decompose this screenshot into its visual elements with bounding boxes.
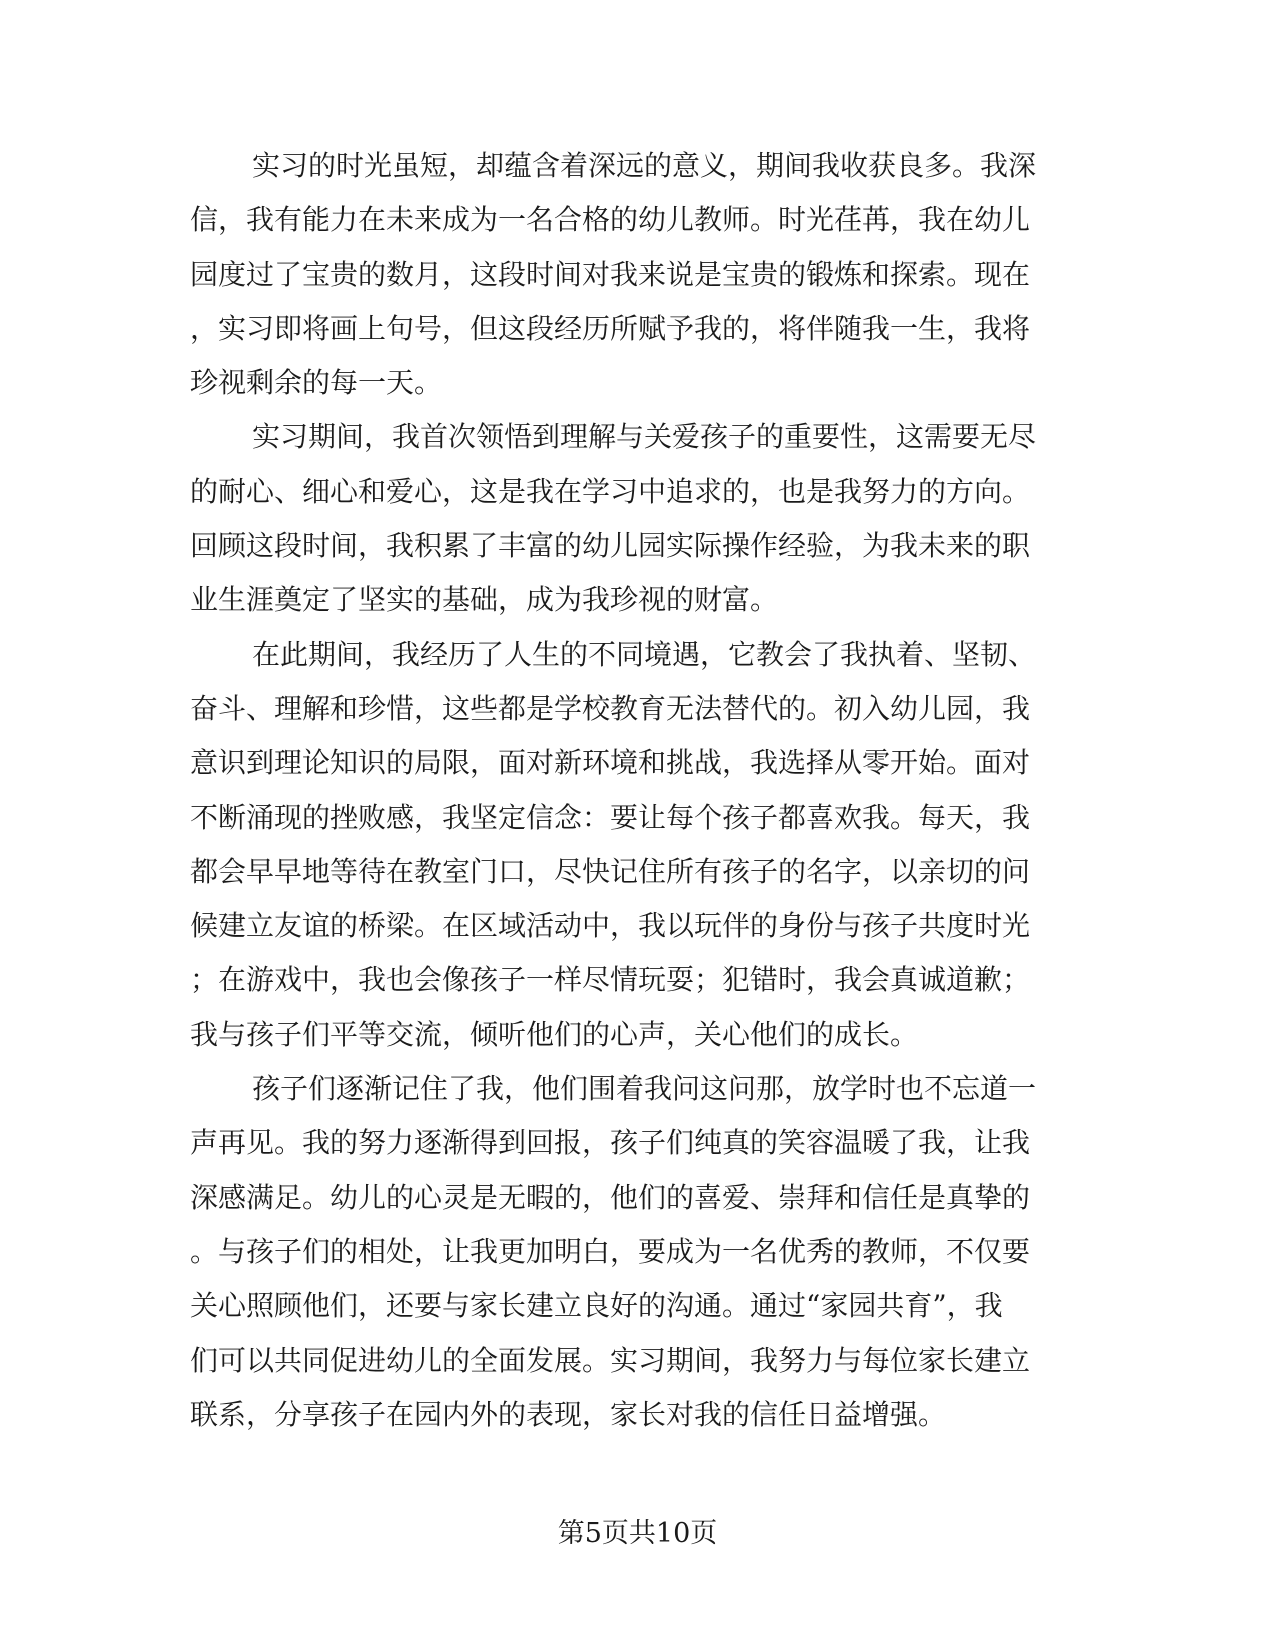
- text-line: 实习的时光虽短，却蕴含着深远的意义，期间我收获良多。我深: [252, 149, 1037, 182]
- text-line: 联系，分享孩子在园内外的表现，家长对我的信任日益增强。: [190, 1397, 947, 1431]
- text-line: ，实习即将画上句号，但这段经历所赋予我的，将伴随我一生，我将: [190, 311, 1031, 345]
- text-line: 实习期间，我首次领悟到理解与关爱孩子的重要性，这需要无尽: [252, 420, 1037, 454]
- text-line: 孩子们逐渐记住了我，他们围着我问这问那，放学时也不忘道一: [252, 1072, 1037, 1106]
- text-line: 业生涯奠定了坚实的基础，成为我珍视的财富。: [190, 583, 779, 617]
- text-line: 候建立友谊的桥梁。在区域活动中，我以玩伴的身份与孩子共度时光: [190, 909, 1031, 943]
- text-line: 珍视剩余的每一天。: [190, 366, 443, 400]
- text-line: 奋斗、理解和珍惜，这些都是学校教育无法替代的。初入幼儿园，我: [190, 691, 1031, 725]
- text-line: 都会早早地等待在教室门口，尽快记住所有孩子的名字，以亲切的问: [190, 854, 1031, 888]
- text-line: 关心照顾他们，还要与家长建立良好的沟通。通过“家园共育”，我: [190, 1289, 1003, 1323]
- text-line: 们可以共同促进幼儿的全面发展。实习期间，我努力与每位家长建立: [190, 1343, 1031, 1377]
- text-line: 信，我有能力在未来成为一名合格的幼儿教师。时光荏苒，我在幼儿: [190, 203, 1031, 237]
- text-line: ；在游戏中，我也会像孩子一样尽情玩耍；犯错时，我会真诚道歉；: [190, 963, 1031, 997]
- page-number-footer: 第5页共10页: [557, 1518, 718, 1549]
- text-line: 声再见。我的努力逐渐得到回报，孩子们纯真的笑容温暖了我，让我: [190, 1126, 1031, 1160]
- text-line: 园度过了宝贵的数月，这段时间对我来说是宝贵的锻炼和探索。现在: [190, 257, 1031, 291]
- text-line: 在此期间，我经历了人生的不同境遇，它教会了我执着、坚韧、: [252, 637, 1037, 671]
- text-line: 的耐心、细心和爱心，这是我在学习中追求的，也是我努力的方向。: [190, 474, 1031, 508]
- text-line: 不断涌现的挫败感，我坚定信念：要让每个孩子都喜欢我。每天，我: [190, 800, 1031, 834]
- text-line: 深感满足。幼儿的心灵是无暇的，他们的喜爱、崇拜和信任是真挚的: [190, 1180, 1031, 1214]
- body-text: [190, 139, 1075, 1442]
- text-line: 回顾这段时间，我积累了丰富的幼儿园实际操作经验，为我未来的职: [190, 529, 1031, 563]
- text-line: 我与孩子们平等交流，倾听他们的心声，关心他们的成长。: [190, 1017, 919, 1051]
- text-line: 。与孩子们的相处，让我更加明白，要成为一名优秀的教师，不仅要: [190, 1234, 1031, 1268]
- text-line: 意识到理论知识的局限，面对新环境和挑战，我选择从零开始。面对: [190, 746, 1031, 780]
